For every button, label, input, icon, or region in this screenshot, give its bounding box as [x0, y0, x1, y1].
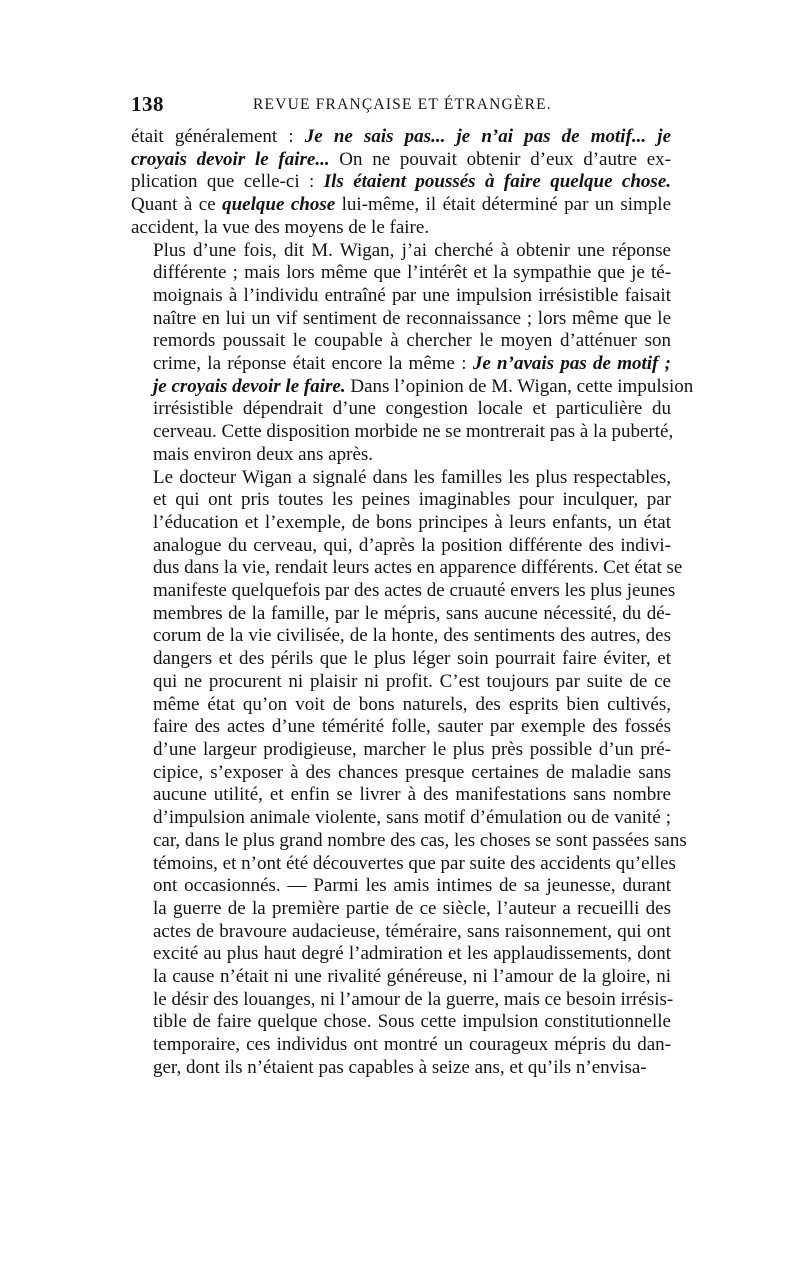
text-run: dangers et des périls que le plus léger soin pourrait faire éviter, et [153, 648, 671, 670]
text-run: ger, dont ils n’étaient pas capables à seize ans, et qu’ils n’envisa- [153, 1056, 647, 1078]
text-line [131, 784, 671, 807]
text-line [131, 739, 671, 762]
text-line [131, 1011, 671, 1034]
text-line [131, 694, 671, 717]
text-run: naître en lui un vif sentiment de reconnaissance ; lors même que le [153, 307, 671, 329]
text-run: accident, la vue des moyens de le faire. [131, 216, 430, 238]
text-run: cerveau. Cette disposition morbide ne se montrerait pas à la puberté, [153, 421, 674, 443]
italic-text: quelque chose [222, 194, 336, 216]
page-number: 138 [131, 92, 164, 116]
text-line [131, 308, 671, 331]
text-run: l’éducation et l’exemple, de bons principes à leurs enfants, un état [153, 511, 671, 533]
text-run: dus dans la vie, rendait leurs actes en apparence différents. Cet état se [153, 557, 683, 579]
text-run: la guerre de la première partie de ce siècle, l’auteur a recueilli des [153, 897, 671, 919]
text-line [131, 217, 671, 240]
text-line [131, 398, 671, 421]
text-line [131, 444, 671, 467]
text-run: moignais à l’individu entraîné par une impulsion irrésistible faisait [153, 284, 671, 306]
text-run: d’une largeur prodigieuse, marcher le plus près possible d’un pré- [153, 738, 671, 760]
text-line [131, 807, 671, 830]
text-run: était généralement : [131, 126, 305, 147]
text-line [131, 762, 671, 785]
text-line [131, 421, 674, 444]
text-line [131, 171, 671, 194]
text-line [131, 648, 671, 671]
text-line [131, 966, 671, 989]
text-run: corum de la vie civilisée, de la honte, des sentiments des autres, des [153, 625, 671, 647]
text-line [131, 580, 676, 603]
text-run: crime, la réponse était encore la même : [153, 353, 473, 375]
italic-text: Je ne sais pas... je n’ai pas de motif... je [304, 126, 672, 147]
italic-text: croyais devoir le faire... [131, 148, 330, 170]
text-run: membres de la famille, par le mépris, sans aucune nécessité, du dé- [153, 602, 671, 624]
italic-text: Je n’avais pas de motif ; [472, 353, 671, 375]
text-line [131, 603, 671, 626]
paragraph [131, 239, 694, 467]
text-run: remords poussait le coupable à chercher le moyen d’atténuer son [153, 330, 671, 352]
text-line [131, 671, 671, 694]
text-line [131, 489, 671, 512]
text-run: analogue du cerveau, qui, d’après la position différente des indivi- [153, 534, 671, 556]
text-line [131, 375, 694, 399]
text-run: Quant à ce [131, 194, 223, 216]
paragraph [131, 466, 687, 1080]
text-run: le désir des louanges, ni l’amour de la guerre, mais ce besoin irrésis- [153, 988, 674, 1010]
text-line [131, 149, 671, 172]
text-run: faire des actes d’une témérité folle, sauter par exemple des fossés [153, 716, 671, 738]
text-line [131, 943, 671, 966]
text-line [131, 875, 671, 898]
text-line [131, 285, 671, 308]
paragraph [131, 126, 671, 240]
text-line [131, 1034, 671, 1057]
body-text [131, 126, 694, 1080]
text-line [131, 988, 674, 1012]
text-line [131, 194, 671, 217]
text-line [131, 512, 671, 535]
text-run: excité au plus haut degré l’admiration et les applaudissements, dont [153, 943, 671, 965]
text-line [131, 535, 671, 558]
text-line [131, 353, 671, 376]
text-line [131, 126, 671, 149]
text-run: actes de bravoure audacieuse, téméraire, sans raisonnement, qui ont [153, 920, 671, 942]
text-line [131, 467, 671, 490]
text-line [131, 716, 671, 739]
book-page [131, 92, 694, 1080]
text-run: tible de faire quelque chose. Sous cette impulsion constitutionnelle [153, 1011, 671, 1033]
text-line [131, 625, 671, 648]
text-line [131, 921, 671, 944]
text-run: Plus d’une fois, dit M. Wigan, j’ai cherché à obtenir une réponse [153, 239, 671, 261]
text-line [131, 829, 687, 853]
text-run: même état qu’on voit de bons naturels, des esprits bien cultivés, [153, 693, 671, 715]
text-line [131, 557, 683, 580]
text-run: aucune utilité, et enfin se livrer à des manifestations sans nombre [153, 784, 671, 806]
italic-text: je croyais devoir le faire. [153, 375, 346, 397]
text-run: car, dans le plus grand nombre des cas, les choses se sont passées sans [153, 829, 687, 851]
journal-title: REVUE FRANÇAISE ET ÉTRANGÈRE. [253, 96, 552, 113]
text-line [131, 262, 671, 285]
text-run: irrésistible dépendrait d’une congestion locale et particulière du [153, 398, 671, 420]
text-run: temporaire, ces individus ont montré un courageux mépris du dan- [153, 1034, 671, 1056]
text-run: Le docteur Wigan a signalé dans les familles les plus respectables, [153, 466, 671, 488]
text-run: d’impulsion animale violente, sans motif d’émulation ou de vanité ; [153, 807, 671, 829]
text-run: mais environ deux ans après. [153, 443, 374, 465]
text-run: et qui ont pris toutes les peines imaginables pour inculquer, par [153, 489, 671, 511]
text-run: cipice, s’exposer à des chances presque certaines de maladie sans [153, 761, 671, 783]
text-line [131, 330, 671, 353]
running-head [131, 92, 671, 126]
text-run: ont occasionnés. — Parmi les amis intimes de sa jeunesse, durant [153, 875, 671, 897]
text-line [131, 852, 676, 876]
text-run: différente ; mais lors même que l’intérêt et la sympathie que je té- [153, 262, 671, 284]
text-run: lui-même, il était déterminé par un simple [335, 194, 672, 216]
text-run: On ne pouvait obtenir d’eux d’autre ex- [329, 148, 671, 170]
text-run: qui ne procurent ni plaisir ni profit. C’est toujours par suite de ce [153, 670, 671, 692]
italic-text: Ils étaient poussés à faire quelque chose. [323, 171, 671, 193]
text-run: témoins, et n’ont été découvertes que par suite des accidents qu’elles [153, 852, 676, 874]
text-run: plication que celle-ci : [131, 171, 324, 193]
text-run: Dans l’opinion de M. Wigan, cette impulsion [345, 375, 694, 397]
text-line [131, 898, 671, 921]
text-run: manifeste quelquefois par des actes de cruauté envers les plus jeunes [153, 580, 676, 602]
text-run: la cause n’était ni une rivalité généreuse, ni l’amour de la gloire, ni [153, 966, 671, 988]
text-line [131, 1057, 671, 1080]
text-line [131, 240, 671, 263]
